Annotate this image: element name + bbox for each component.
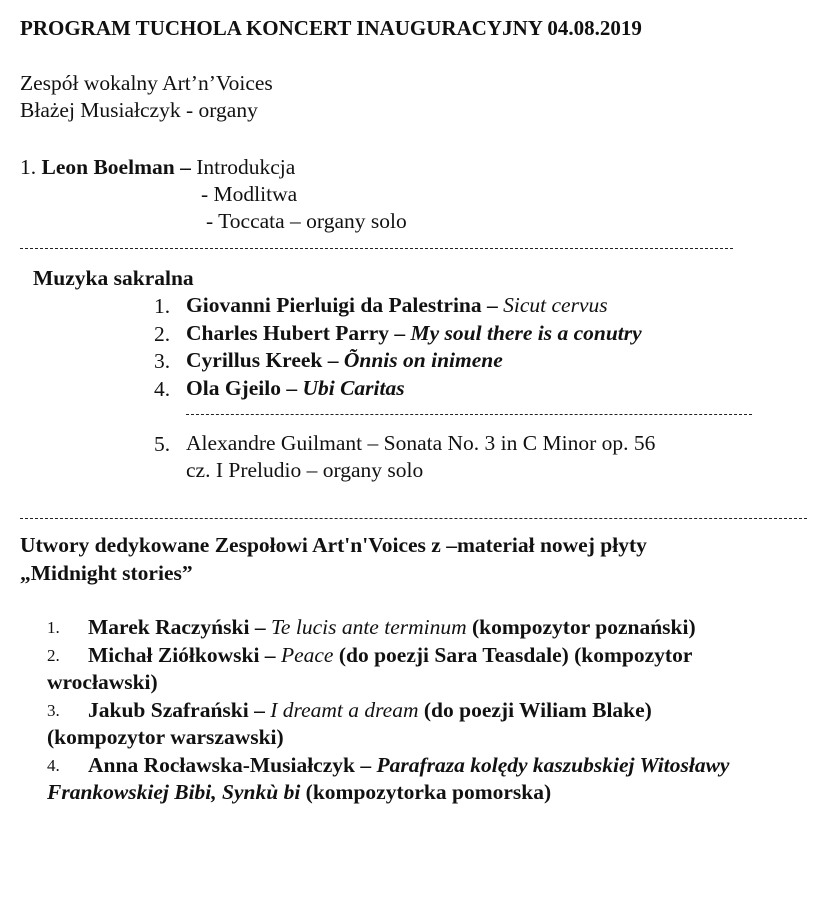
list-number: 5. [154,432,171,456]
work-title: Õnnis on inimene [343,348,503,372]
work-title: Parafraza kolędy kaszubskiej Witosławy [376,753,730,777]
divider [186,414,752,415]
work-title: My soul there is a conutry [410,321,642,345]
list-number: 3. [154,349,171,373]
list-entry [88,753,729,779]
list-entry [88,698,652,724]
work-title: Peace [280,643,334,667]
list-entry [186,321,642,347]
list-entry [186,348,503,374]
work-title-continued: Frankowskiej Bibi, Synkù bi [47,780,301,804]
work-note: (kompozytorka pomorska) [305,780,552,804]
list-number: 1. [47,618,60,637]
composer: Michał Ziółkowski – [88,643,276,667]
composer: Jakub Szafrański – [88,698,265,722]
composer: Cyrillus Kreek – [186,348,339,372]
composer: Giovanni Pierluigi da Palestrina – [186,293,498,317]
work-note: (do poezji Sara Teasdale) (kompozytor [338,643,693,667]
list-entry-continued: cz. I Preludio – organy solo [186,458,424,482]
list-entry: Alexandre Guilmant – Sonata No. 3 in C Minor op. 56 [186,431,656,455]
section-heading-continued: „Midnight stories” [20,561,193,585]
work-note: (do poezji Wiliam Blake) [423,698,652,722]
list-number: 3. [47,701,60,720]
list-number: 4. [47,756,60,775]
opening-piece-1: Introdukcja [196,155,296,179]
performer-organist: Błażej Musiałczyk - organy [20,98,258,122]
list-number: 1. [154,294,171,318]
composer: Anna Rocławska-Musiałczyk – [88,753,372,777]
list-number: 2. [47,646,60,665]
list-number: 2. [154,322,171,346]
opening-number: 1. [20,155,37,179]
work-title: Ubi Caritas [302,376,405,400]
list-entry-continued: (kompozytor warszawski) [47,725,284,749]
opening-item [20,155,295,181]
page-title: PROGRAM TUCHOLA KONCERT INAUGURACYJNY 04.08.2019 [20,16,642,40]
work-note: (kompozytor poznański) [472,615,696,639]
section-heading: Muzyka sakralna [33,266,194,290]
performer-ensemble: Zespół wokalny Art’n’Voices [20,71,273,95]
opening-piece-3: - Toccata – organy solo [206,209,407,233]
list-entry [88,615,696,641]
divider [20,248,733,249]
list-entry-continued: wrocławski) [47,670,158,694]
list-number: 4. [154,377,171,401]
divider [20,518,807,519]
work-title: I dreamt a dream [270,698,419,722]
list-entry-continued [47,780,551,806]
composer: Marek Raczyński – [88,615,266,639]
list-entry [186,376,405,402]
opening-composer: Leon Boelman – [41,155,191,179]
work-title: Sicut cervus [503,293,608,317]
list-entry [88,643,692,669]
opening-piece-2: - Modlitwa [201,182,298,206]
list-entry [186,293,608,319]
composer: Charles Hubert Parry – [186,321,406,345]
composer: Ola Gjeilo – [186,376,298,400]
section-heading: Utwory dedykowane Zespołowi Art'n'Voices z –materiał nowej płyty [20,533,647,557]
work-title: Te lucis ante terminum [270,615,467,639]
